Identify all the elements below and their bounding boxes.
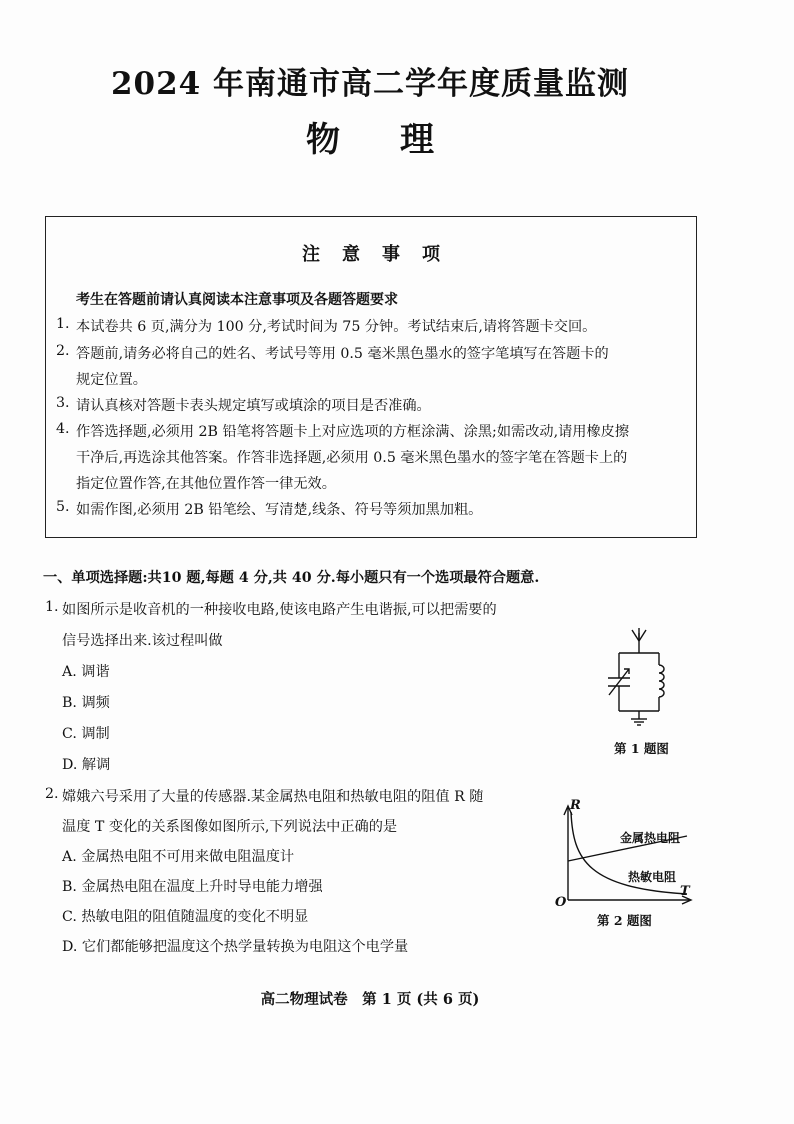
graph-curve-label-metal: 金属热电阻 [620,831,681,845]
notice-title: 注意事项 [302,244,462,265]
q1-stem-line-1: 如图所示是收音机的一种接收电路,使该电路产生电谐振,可以把需要的 [62,602,497,618]
inductor-coil-icon [659,665,664,697]
q1-figure-caption: 第 1 题图 [614,741,669,756]
notice-lead: 考生在答题前请认真阅读本注意事项及各题答题要求 [76,292,398,308]
q1-option-b: B. 调频 [62,695,110,711]
notice-item-4-line-2: 干净后,再选涂其他答案。作答非选择题,必须用 0.5 毫米黑色墨水的签字笔在答题卡上的 [76,450,628,466]
notice-item-2-line-2: 规定位置。 [76,372,147,388]
notice-item-5-num: 5. [56,499,70,515]
q2-option-c: C. 热敏电阻的阻值随温度的变化不明显 [62,909,309,925]
graph-curve-label-thermistor: 热敏电阻 [628,870,677,884]
q2-option-a: A. 金属热电阻不可用来做电阻温度计 [62,849,295,865]
page-footer: 高二物理试卷 第 1 页 (共 6 页) [260,991,480,1008]
notice-item-3-line-1: 请认真核对答题卡表头规定填写或填涂的项目是否准确。 [76,398,431,414]
q2-option-d: D. 它们都能够把温度这个热学量转换为电阻这个电学量 [62,939,409,955]
notice-item-1-line-1: 本试卷共 6 页,满分为 100 分,考试时间为 75 分钟。考试结束后,请将答题卡交回。 [76,319,597,335]
q2-stem-line-2: 温度 T 变化的关系图像如图所示,下列说法中正确的是 [62,819,398,835]
notice-item-3-num: 3. [56,395,70,411]
graph-x-axis-label: T [680,884,690,899]
q1-option-a: A. 调谐 [62,664,110,680]
q1-circuit-diagram [595,625,685,735]
graph-origin-label: O [555,895,567,910]
q2-stem-line-1: 嫦娥六号采用了大量的传感器.某金属热电阻和热敏电阻的阻值 R 随 [62,789,484,805]
notice-item-2-num: 2. [56,343,70,359]
q2-figure-caption: 第 2 题图 [597,913,652,928]
q1-stem-line-2: 信号选择出来.该过程叫做 [62,633,223,649]
notice-item-4-line-3: 指定位置作答,在其他位置作答一律无效。 [76,476,336,492]
exam-title: 2024 年南通市高二学年度质量监测 [110,66,630,102]
notice-item-4-line-1: 作答选择题,必须用 2B 铅笔将答题卡上对应选项的方框涂满、涂黑;如需改动,请用橡皮擦 [76,424,630,440]
graph-y-axis-label: R [570,798,581,813]
notice-item-2-line-1: 答题前,请务必将自己的姓名、考试号等用 0.5 毫米黑色墨水的签字笔填写在答题卡的 [76,346,609,362]
q2-option-b: B. 金属热电阻在温度上升时导电能力增强 [62,879,323,895]
notice-item-5-line-1: 如需作图,必须用 2B 铅笔绘、写清楚,线条、符号等须加黑加粗。 [76,502,483,518]
subject-title: 物理 [306,120,494,160]
q1-option-d: D. 解调 [62,757,111,773]
section-heading: 一、单项选择题:共10 题,每题 4 分,共 40 分.每小题只有一个选项最符合题意. [43,570,540,586]
notice-item-1-num: 1. [56,316,70,332]
q2-rt-graph [550,798,700,908]
q2-number: 2. [45,786,59,802]
q1-option-c: C. 调制 [62,726,110,742]
notice-item-4-num: 4. [56,421,70,437]
q1-number: 1. [45,599,59,615]
